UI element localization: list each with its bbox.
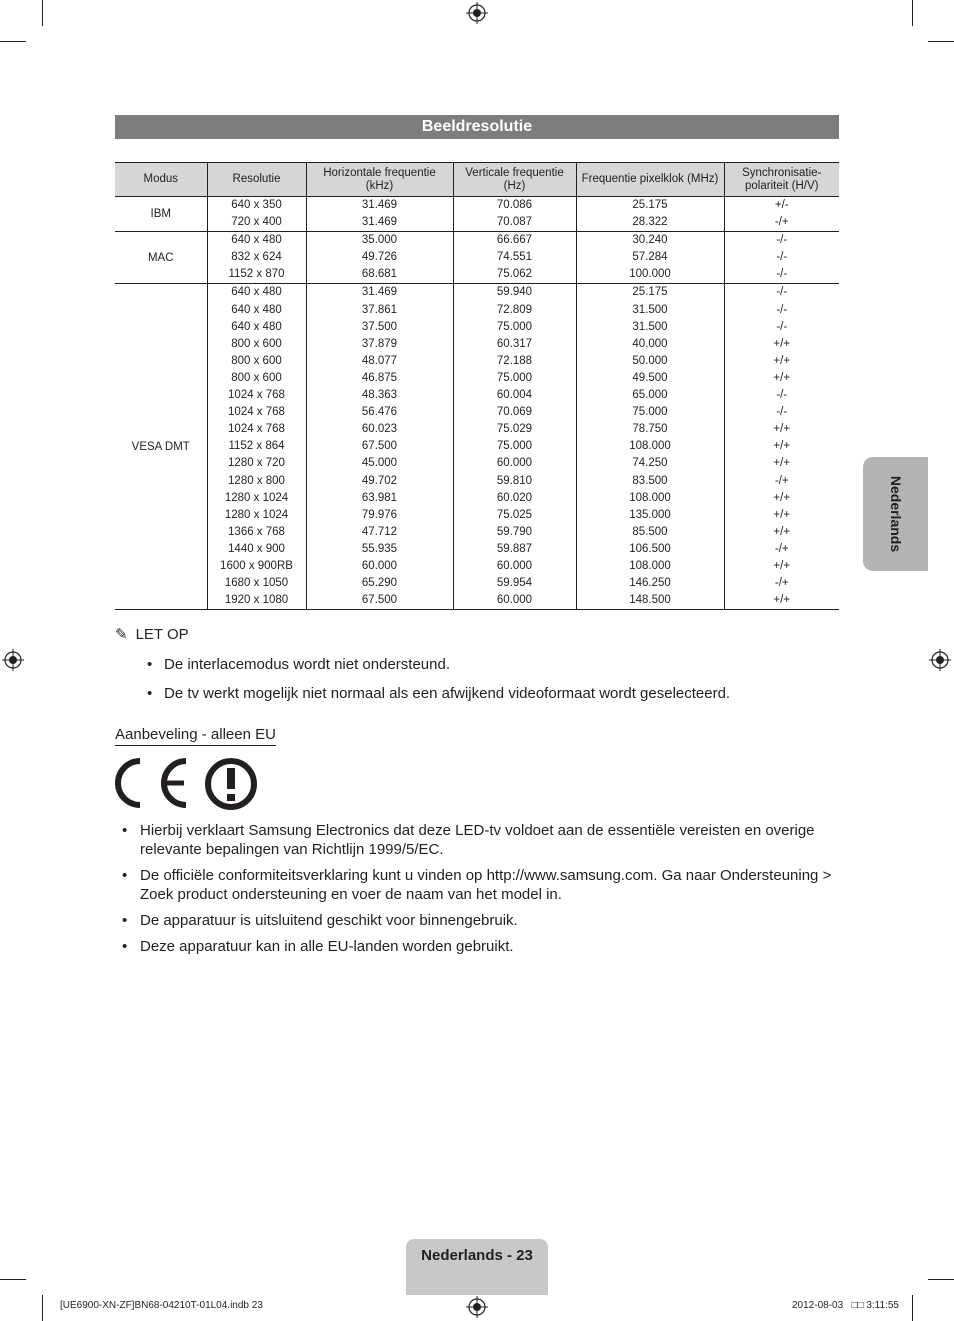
cell-value: 59.810 — [496, 474, 533, 487]
cell-value: 37.879 — [361, 337, 398, 350]
cell-value: 49.702 — [361, 474, 398, 487]
cell-value: +/+ — [773, 491, 791, 504]
cell-value: 35.000 — [361, 234, 398, 247]
cell-value: 60.023 — [361, 423, 398, 436]
list-item: • De officiële conformiteitsverklaring kunt u vinden op http://www.samsung.com. Ga naar Ondersteuning > Zoek product ondersteuning en voer de naam van het model in. — [122, 866, 838, 904]
value-cell — [576, 197, 724, 232]
cell-value: 70.086 — [496, 199, 533, 211]
cell-value: 800 x 600 — [231, 371, 282, 384]
cell-value: -/- — [776, 286, 788, 299]
value-cell — [306, 232, 453, 284]
cell-value: 28.322 — [632, 216, 668, 229]
registration-mark-icon — [466, 2, 488, 24]
value-cell — [576, 232, 724, 284]
value-cell — [576, 284, 724, 610]
value-cell — [724, 197, 839, 232]
list-item: • Hierbij verklaart Samsung Electronics dat deze LED-tv voldoet aan de essentiële vereisten en overige relevante bepalingen van Richtlijn 1999/5/EC. — [122, 821, 838, 859]
cell-value: 63.981 — [361, 491, 398, 504]
value-cell — [453, 284, 576, 610]
cell-value: 65.290 — [361, 577, 398, 590]
crop-mark — [912, 0, 913, 26]
list-item: • De apparatuur is uitsluitend geschikt voor binnengebruik. — [122, 911, 838, 930]
cell-value: -/+ — [774, 577, 789, 590]
cell-value: 55.935 — [361, 542, 398, 555]
cell-value: 56.476 — [361, 406, 398, 419]
value-cell — [306, 284, 453, 610]
cell-value: 45.000 — [361, 457, 398, 470]
cell-value: +/+ — [773, 457, 791, 470]
cell-value: 57.284 — [632, 251, 668, 264]
language-tab[interactable] — [863, 457, 928, 571]
print-file-info: [UE6900-XN-ZF]BN68-04210T-01L04.indb 23 — [60, 1300, 263, 1311]
table-row — [115, 284, 839, 610]
cell-value: 48.363 — [361, 389, 398, 402]
page-number-tab — [406, 1239, 548, 1295]
table-row — [115, 197, 839, 232]
cell-value: +/+ — [773, 354, 791, 367]
cell-value: 1152 x 864 — [228, 440, 285, 453]
cell-value: -/+ — [774, 542, 789, 555]
page-number: Nederlands - 23 — [421, 1247, 533, 1264]
cell-value: -/- — [776, 320, 788, 333]
cell-value: 800 x 600 — [231, 354, 282, 367]
registration-mark-icon — [2, 649, 24, 671]
value-cell — [207, 284, 306, 610]
cell-value: 832 x 624 — [231, 251, 282, 264]
cell-value: 800 x 600 — [231, 337, 282, 350]
ce-mark — [114, 757, 194, 809]
cell-value: 83.500 — [632, 474, 668, 487]
cell-value: 70.069 — [496, 406, 533, 419]
cell-value: 59.790 — [496, 525, 533, 538]
recommendation-text: Deze apparatuur kan in alle EU-landen worden gebruikt. — [140, 938, 514, 955]
cell-value: 1440 x 900 — [228, 542, 285, 555]
print-date-info: 2012-08-03 □□ 3:11:55 — [792, 1300, 899, 1311]
mode-cell: IBM — [115, 197, 207, 232]
value-cell — [306, 197, 453, 232]
cell-value: 60.000 — [496, 559, 533, 572]
cell-value: 1024 x 768 — [228, 423, 285, 436]
cell-value: 31.500 — [632, 303, 668, 316]
cell-value: 40.000 — [632, 337, 668, 350]
cell-value: -/- — [776, 303, 788, 316]
cell-value: 75.000 — [632, 406, 668, 419]
cell-value: -/- — [776, 251, 788, 264]
cell-value: 1024 x 768 — [228, 389, 285, 402]
cell-value: 75.000 — [496, 320, 533, 333]
crop-mark — [42, 0, 43, 26]
cell-value: 1280 x 1024 — [224, 508, 289, 521]
table-header-row — [115, 163, 839, 197]
cell-value: 60.000 — [496, 457, 533, 470]
column-header: Frequentie pixelklok (MHz) — [576, 163, 724, 197]
column-header: Modus — [115, 163, 207, 197]
cell-value: +/+ — [773, 440, 791, 453]
cell-value: 79.976 — [361, 508, 398, 521]
cell-value: 65.000 — [632, 389, 668, 402]
cell-value: +/+ — [773, 594, 791, 607]
language-tab-label: Nederlands — [887, 475, 904, 553]
cell-value: 1680 x 1050 — [224, 577, 289, 590]
cell-value: 60.020 — [496, 491, 533, 504]
recommendation-title: Aanbeveling - alleen EU — [115, 726, 276, 746]
crop-mark — [928, 1279, 954, 1280]
value-cell — [453, 232, 576, 284]
cell-value: 1920 x 1080 — [224, 594, 289, 607]
column-header: Horizontale frequentie (kHz) — [306, 163, 453, 197]
list-item: • Deze apparatuur kan in alle EU-landen worden gebruikt. — [122, 937, 838, 956]
cell-value: 1280 x 720 — [228, 457, 285, 470]
cell-value: 37.861 — [361, 303, 398, 316]
recommendation-text: Hierbij verklaart Samsung Electronics dat deze LED-tv voldoet aan de essentiële vereisten en overige relevante bepalingen van Richtlijn 1999/5/EC. — [140, 822, 815, 858]
cell-value: 78.750 — [632, 423, 668, 436]
cell-value: 640 x 480 — [231, 286, 282, 299]
cell-value: 72.809 — [496, 303, 533, 316]
cell-value: 60.000 — [361, 559, 398, 572]
cell-value: 72.188 — [496, 354, 533, 367]
cell-value: -/- — [776, 389, 788, 402]
cell-value: 67.500 — [361, 594, 398, 607]
cell-value: 108.000 — [629, 491, 671, 504]
cell-value: 49.726 — [361, 251, 398, 264]
value-cell — [453, 197, 576, 232]
cell-value: 720 x 400 — [231, 216, 282, 229]
mode-cell: MAC — [115, 232, 207, 284]
cell-value: 75.000 — [496, 440, 533, 453]
cell-value: 1024 x 768 — [228, 406, 285, 419]
cell-value: 31.469 — [361, 286, 398, 299]
value-cell — [207, 232, 306, 284]
cell-value: 640 x 480 — [231, 303, 282, 316]
cell-value: 37.500 — [361, 320, 398, 333]
cell-value: 67.500 — [361, 440, 398, 453]
cell-value: 75.025 — [496, 508, 533, 521]
value-cell — [724, 284, 839, 610]
registration-mark-icon — [929, 649, 951, 671]
column-header: Verticale frequentie (Hz) — [453, 163, 576, 197]
section-title: Beeldresolutie — [115, 115, 839, 139]
pencil-icon: ✎ — [115, 626, 128, 643]
alert-exclamation-icon — [204, 757, 258, 811]
cell-value: 135.000 — [629, 508, 671, 521]
cell-value: 48.077 — [361, 354, 398, 367]
cell-value: 31.469 — [361, 199, 398, 211]
cell-value: 47.712 — [361, 525, 398, 538]
cell-value: 106.500 — [629, 542, 671, 555]
crop-mark — [42, 1295, 43, 1321]
cell-value: 68.681 — [361, 268, 398, 281]
cell-value: 640 x 350 — [231, 199, 282, 211]
cell-value: 25.175 — [632, 199, 668, 211]
cell-value: 66.667 — [496, 234, 533, 247]
cell-value: 100.000 — [629, 268, 671, 281]
cell-value: 1366 x 768 — [228, 525, 285, 538]
cell-value: -/+ — [774, 474, 789, 487]
cell-value: 75.029 — [496, 423, 533, 436]
note-text: De tv werkt mogelijk niet normaal als een afwijkend videoformaat wordt geselecteerd. — [164, 685, 731, 702]
cell-value: 75.000 — [496, 371, 533, 384]
cell-value: 1280 x 800 — [228, 474, 285, 487]
cell-value: 640 x 480 — [231, 234, 282, 247]
cell-value: -/- — [776, 234, 788, 247]
crop-mark — [928, 41, 954, 42]
cell-value: 75.062 — [496, 268, 533, 281]
cell-value: 59.887 — [496, 542, 533, 555]
cell-value: 640 x 480 — [231, 320, 282, 333]
cell-value: -/- — [776, 406, 788, 419]
cell-value: -/+ — [774, 216, 789, 229]
cell-value: +/+ — [773, 371, 791, 384]
note-text: De interlacemodus wordt niet ondersteund. — [164, 656, 450, 673]
cell-value: 59.940 — [496, 286, 533, 299]
table-row — [115, 232, 839, 284]
resolution-table — [115, 162, 839, 610]
registration-mark-icon — [466, 1296, 488, 1318]
note-title: LET OP — [135, 625, 189, 643]
cell-value: 108.000 — [629, 440, 671, 453]
cell-value: 59.954 — [496, 577, 533, 590]
cell-value: 146.250 — [629, 577, 671, 590]
cell-value: 74.551 — [496, 251, 533, 264]
value-cell — [207, 197, 306, 232]
cell-value: +/+ — [773, 423, 791, 436]
cell-value: +/+ — [773, 337, 791, 350]
cell-value: 1152 x 870 — [228, 268, 285, 281]
cell-value: 85.500 — [632, 525, 668, 538]
column-header: Synchronisatie-polariteit (H/V) — [724, 163, 839, 197]
cell-value: +/- — [774, 199, 789, 211]
cell-value: 50.000 — [632, 354, 668, 367]
cell-value: 148.500 — [629, 594, 671, 607]
cell-value: -/- — [776, 268, 788, 281]
cell-value: 49.500 — [632, 371, 668, 384]
column-header: Resolutie — [207, 163, 306, 197]
cell-value: 1600 x 900RB — [220, 559, 293, 572]
recommendation-text: De officiële conformiteitsverklaring kunt u vinden op http://www.samsung.com. Ga naar Ondersteuning > Zoek product ondersteuning en voer de naam van het model in. — [140, 867, 832, 903]
note-heading — [115, 625, 189, 643]
cell-value: 108.000 — [629, 559, 671, 572]
cell-value: 25.175 — [632, 286, 668, 299]
cell-value: 1280 x 1024 — [224, 491, 289, 504]
list-item: • De interlacemodus wordt niet ondersteund. — [147, 655, 837, 674]
list-item: • De tv werkt mogelijk niet normaal als een afwijkend videoformaat wordt geselecteerd. — [147, 684, 837, 703]
cell-value: 46.875 — [361, 371, 398, 384]
cell-value: +/+ — [773, 559, 791, 572]
cell-value: 70.087 — [496, 216, 533, 229]
cell-value: 60.004 — [496, 389, 533, 402]
cell-value: 31.500 — [632, 320, 668, 333]
mode-cell: VESA DMT — [115, 284, 207, 610]
cell-value: 60.000 — [496, 594, 533, 607]
crop-mark — [912, 1295, 913, 1321]
cell-value: 74.250 — [632, 457, 668, 470]
crop-mark — [0, 41, 26, 42]
cell-value: 60.317 — [496, 337, 533, 350]
cell-value: +/+ — [773, 508, 791, 521]
value-cell — [724, 232, 839, 284]
recommendation-text: De apparatuur is uitsluitend geschikt voor binnengebruik. — [140, 912, 518, 929]
crop-mark — [0, 1279, 26, 1280]
cell-value: +/+ — [773, 525, 791, 538]
cell-value: 31.469 — [361, 216, 398, 229]
cell-value: 30.240 — [632, 234, 668, 247]
